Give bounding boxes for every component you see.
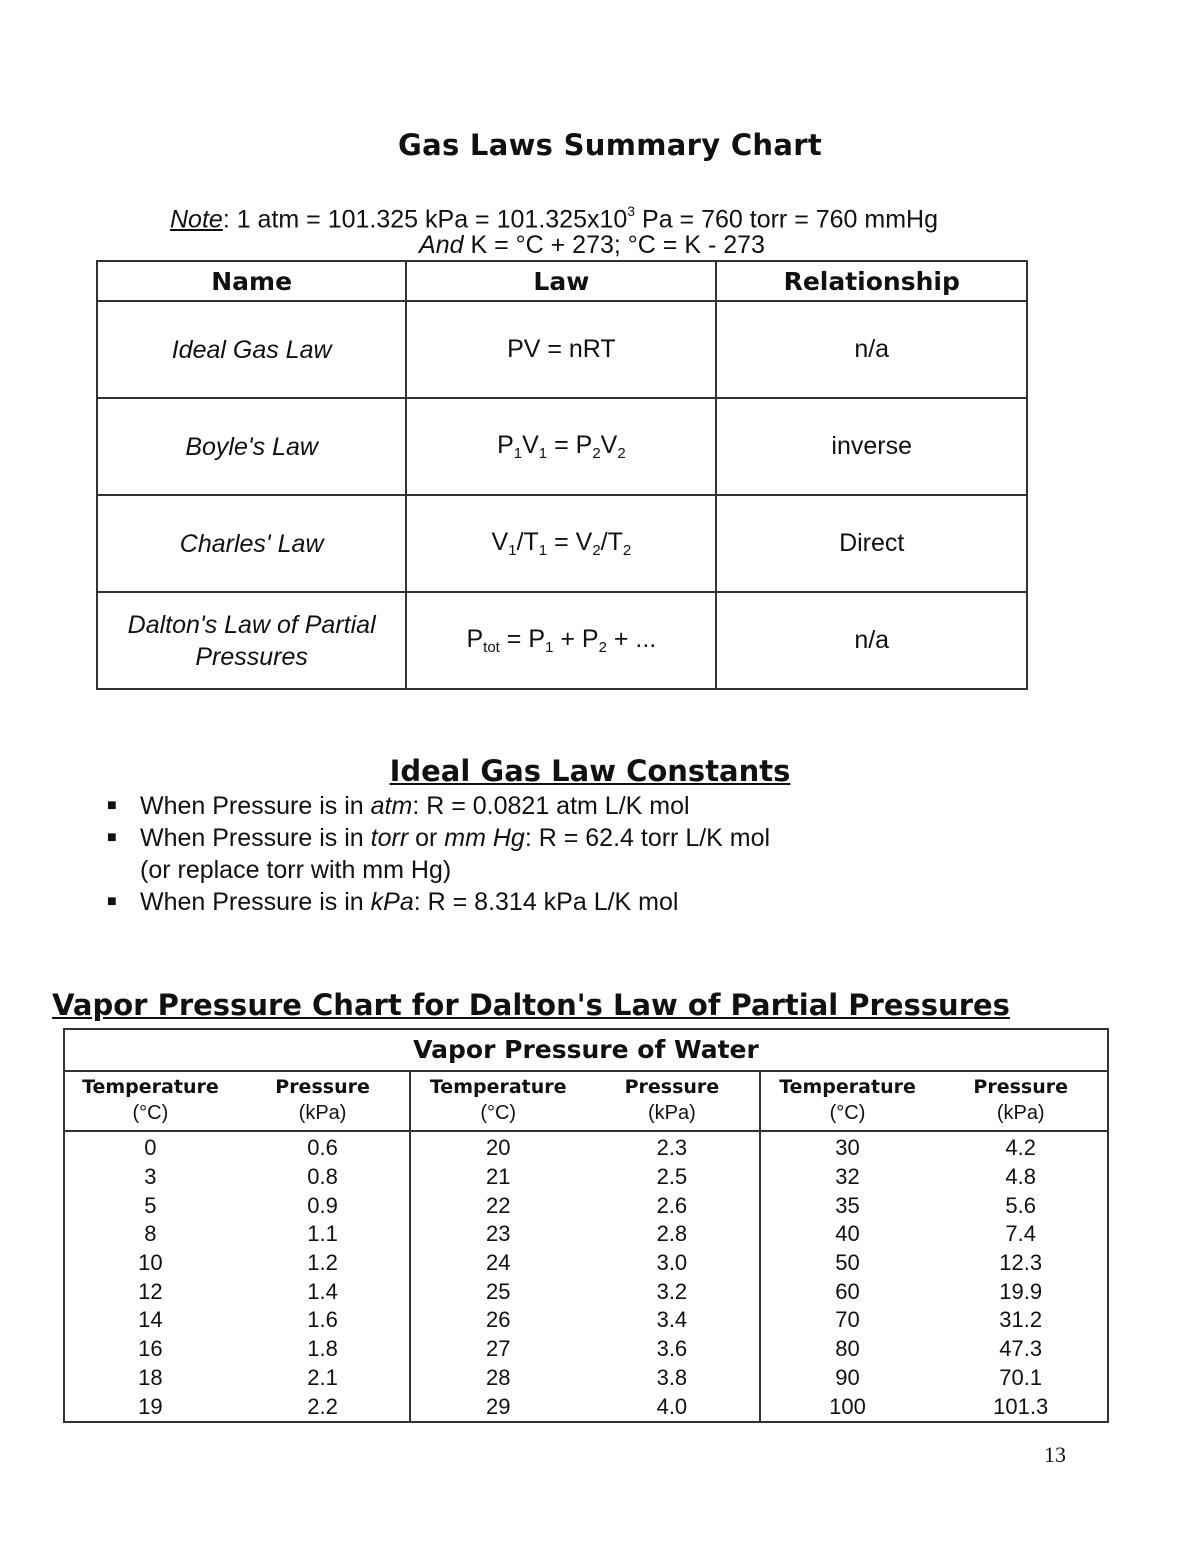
temperature-cell: 26 [410,1306,585,1335]
list-item: ■ When Pressure is in atm: R = 0.0821 atm L/K mol [107,792,690,820]
bullet-icon: ■ [107,797,117,814]
vapor-heading: Vapor Pressure Chart for Dalton's Law of Partial Pressures [52,988,1010,1022]
table-row [64,1249,1108,1278]
header-pressure: Pressure (kPa) [585,1071,760,1131]
note-label: Note [170,205,223,234]
law-relationship: n/a [716,592,1027,689]
temperature-cell: 21 [410,1163,585,1192]
bullet-icon: ■ [107,893,117,910]
law-formula: $P_1V_1 = P_2V_2$ [406,398,716,495]
pressure-cell: 47.3 [999,1336,1043,1362]
list-item: ■ When Pressure is in torr or mm Hg: R = 62.4 torr L/K mol (or replace torr with mm Hg) [107,824,771,884]
vapor-header-row [64,1071,1108,1131]
table-row [97,398,1027,495]
pressure-cell: 3.4 [656,1307,688,1333]
temperature-cell: 24 [410,1249,585,1278]
table-row [64,1163,1108,1192]
pressure-cell: 12.3 [999,1250,1043,1276]
table-row [64,1191,1108,1220]
pressure-cell: 1.1 [307,1221,338,1247]
list-item: ■ When Pressure is in kPa: R = 8.314 kPa L/K mol [107,888,679,916]
law-formula: $P_{tot} = P_1 + P_2$ + ... [406,592,716,689]
temperature-cell: 50 [760,1249,935,1278]
temperature-cell: 14 [138,1307,163,1333]
pressure-cell: 4.2 [1005,1135,1036,1161]
header-name: Name [97,261,406,301]
law-relationship: n/a [716,301,1027,398]
page-title: Gas Laws Summary Chart [397,128,823,162]
table-row [64,1306,1108,1335]
table-row [64,1277,1108,1306]
temperature-cell: 28 [410,1364,585,1393]
temperature-cell: 25 [410,1277,585,1306]
header-pressure: Pressure (kPa) [934,1071,1108,1131]
pressure-cell: 101.3 [993,1393,1049,1419]
temperature-cell: 5 [144,1192,157,1218]
temperature-cell: 3 [144,1164,157,1190]
temperature-cell: 18 [138,1364,163,1390]
unit-conversion-note [170,198,1030,234]
temperature-cell: 29 [410,1392,585,1422]
temperature-cell: 10 [138,1250,163,1276]
constants-heading: Ideal Gas Law Constants [389,754,791,788]
temperature-cell: 60 [760,1277,935,1306]
header-law: Law [406,261,716,301]
temperature-cell: 30 [760,1131,935,1163]
vapor-table-caption: Vapor Pressure of Water [64,1029,1108,1071]
temperature-cell: 90 [760,1364,935,1393]
pressure-cell: 4.8 [1005,1164,1036,1190]
temperature-cell: 19 [138,1393,163,1419]
law-formula: PV = nRT [406,301,716,398]
law-relationship: inverse [716,398,1027,495]
vapor-pressure-table [63,1028,1109,1423]
temperature-cell: 16 [138,1336,163,1362]
pressure-cell: 0.9 [307,1192,338,1218]
pressure-cell: 3.0 [656,1250,688,1276]
temperature-cell: 70 [760,1306,935,1335]
header-temperature: Temperature (°C) [64,1071,236,1131]
pressure-cell: 0.6 [307,1135,338,1161]
pressure-cell: 2.1 [307,1364,338,1390]
law-name: Boyle's Law [97,398,406,495]
temperature-cell: 22 [410,1191,585,1220]
pressure-cell: 3.6 [656,1336,688,1362]
pressure-cell: 3.8 [656,1364,688,1390]
note-line2: K = °C + 273; °C = K - 273 [463,231,765,259]
pressure-cell: 0.8 [307,1164,338,1190]
law-name: Dalton's Law of Partial Pressures [97,592,406,689]
note-text-part2: Pa = 760 torr = 760 mmHg [635,205,939,234]
pressure-cell: 1.4 [307,1278,338,1304]
table-row [64,1335,1108,1364]
gas-laws-table [96,260,1028,690]
pressure-cell: 2.6 [656,1192,688,1218]
note-text-part1: : 1 atm = 101.325 kPa = 101.325x10 [222,205,628,234]
pressure-cell: 19.9 [999,1278,1043,1304]
table-row [97,301,1027,398]
law-name: Ideal Gas Law [97,301,406,398]
pressure-cell: 1.6 [307,1307,338,1333]
constants-list [104,790,1004,918]
temperature-cell: 32 [760,1163,935,1192]
pressure-cell: 3.2 [656,1278,688,1304]
temperature-cell: 27 [410,1335,585,1364]
header-relationship: Relationship [716,261,1027,301]
temperature-cell: 40 [760,1220,935,1249]
bullet-icon: ■ [107,829,117,846]
pressure-cell: 31.2 [999,1307,1043,1333]
table-row [64,1220,1108,1249]
pressure-cell: 7.4 [1005,1221,1036,1247]
table-header-row [97,261,1027,301]
page-number: 13 [1044,1442,1066,1467]
note-exponent: 3 [627,203,636,219]
pressure-cell: 4.0 [656,1393,688,1419]
header-temperature: Temperature (°C) [410,1071,585,1131]
pressure-cell: 2.3 [656,1135,688,1161]
temperature-cell: 0 [144,1135,157,1161]
pressure-cell: 1.2 [307,1250,338,1276]
temperature-conversion-note [0,230,1184,260]
vapor-table-body [64,1131,1108,1422]
table-row [97,592,1027,689]
note-and: And [419,231,464,259]
temperature-cell: 35 [760,1191,935,1220]
temperature-cell: 12 [138,1278,163,1304]
pressure-cell: 1.8 [307,1336,338,1362]
pressure-cell: 2.5 [656,1164,688,1190]
pressure-cell: 5.6 [1005,1192,1036,1218]
header-temperature: Temperature (°C) [760,1071,935,1131]
pressure-cell: 70.1 [999,1364,1043,1390]
pressure-cell: 2.2 [307,1393,338,1419]
table-row [97,495,1027,592]
pressure-cell: 2.8 [656,1221,688,1247]
law-formula: $V_1/T_1 = V_2/T_2$ [406,495,716,592]
table-row [64,1392,1108,1422]
table-row [64,1364,1108,1393]
temperature-cell: 20 [410,1131,585,1163]
law-name: Charles' Law [97,495,406,592]
temperature-cell: 8 [144,1221,157,1247]
temperature-cell: 80 [760,1335,935,1364]
table-row [64,1131,1108,1163]
temperature-cell: 100 [760,1392,935,1422]
header-pressure: Pressure (kPa) [236,1071,411,1131]
temperature-cell: 23 [410,1220,585,1249]
law-relationship: Direct [716,495,1027,592]
